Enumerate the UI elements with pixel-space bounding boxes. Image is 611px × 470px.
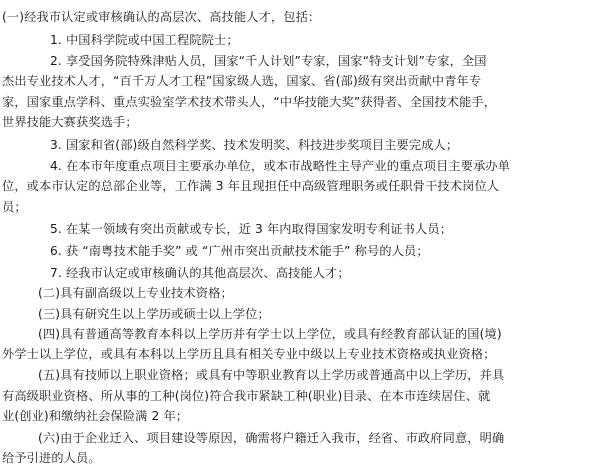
criterion-item-continuation: 给予引进的人员。 [2, 451, 101, 465]
list-item: 7. 经我市认定或审核确认的其他高层次、高技能人才； [50, 266, 350, 280]
list-item-continuation: 位，或本市认定的总部企业等，工作满 3 年且现担任中高级管理职务或任职骨干技术岗位人 [2, 179, 500, 193]
criterion-item: (四)具有普通高等教育本科以上学历并有学士以上学位，或具有经教育部认证的国(境) [38, 327, 502, 341]
criterion-item: (五)具有技师以上职业资格；或具有中等职业教育以上学历或普通高中以上学历，并具 [38, 368, 505, 382]
section-heading: (一)经我市认定或审核确认的高层次、高技能人才，包括： [2, 10, 321, 24]
list-item-continuation: 家，国家重点学科、重点实验室学术技术带头人，“中华技能大奖”获得者、全国技术能手， [2, 95, 497, 109]
criterion-item: (二)具有副高级以上专业技术资格； [38, 286, 233, 300]
criterion-item: (三)具有研究生以上学历或硕士以上学位； [38, 307, 270, 321]
criterion-item-continuation: 有高级职业资格、所从事的工种(岗位)符合我市紧缺工种(职业)目录、在本市连续居住、就 [2, 389, 491, 403]
criterion-item-continuation: 外学士以上学位，或具有本科以上学历且具有相关专业中级以上专业技术资格或执业资格； [2, 347, 496, 361]
list-item: 2. 享受国务院特殊津贴人员，国家“千人计划”专家，国家“特支计划”专家，全国 [50, 54, 487, 68]
criterion-item-continuation: 业(创业)和缴纳社会保险满 2 年； [2, 409, 189, 423]
criterion-item: (六)由于企业迁入、项目建设等原因，确需将户籍迁入我市，经省、市政府同意，明确 [38, 431, 505, 445]
list-item: 4. 在本市年度重点项目主要承办单位，或本市战略性主导产业的重点项目主要承办单 [50, 159, 511, 173]
list-item: 1. 中国科学院或中国工程院院士； [50, 33, 239, 47]
list-item-continuation: 杰出专业技术人才，“百千万人才工程”国家级人选，国家、省(部)级有突出贡献中青年专 [2, 74, 482, 88]
list-item-continuation: 员； [2, 200, 27, 214]
list-item: 6. 获 “南粤技术能手奖” 或 “广州市突出贡献技术能手” 称号的人员； [50, 244, 429, 258]
list-item: 3. 国家和省(部)级自然科学奖、技术发明奖、科技进步奖项目主要完成人； [50, 138, 459, 152]
list-item: 5. 在某一领域有突出贡献或专长，近 3 年内取得国家发明专利证书人员； [50, 222, 453, 236]
list-item-continuation: 世界技能大赛获奖选手； [2, 115, 138, 129]
